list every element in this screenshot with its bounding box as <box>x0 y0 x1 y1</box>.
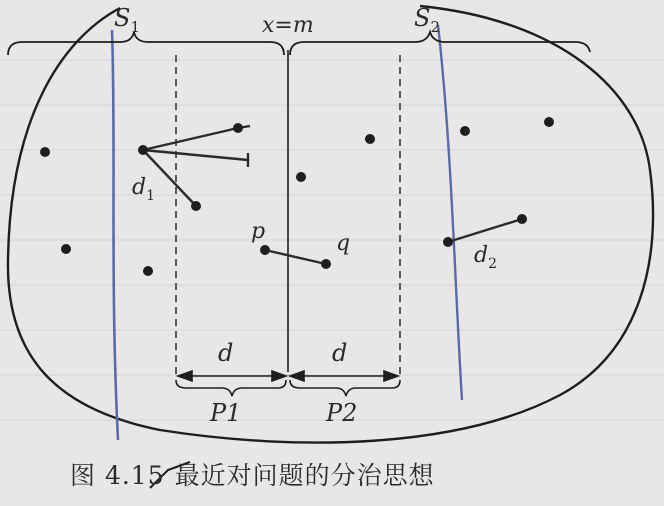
point <box>143 266 153 276</box>
point <box>61 244 71 254</box>
d2-label: $d_2$ <box>474 243 498 272</box>
point <box>296 172 306 182</box>
set-left-label: $S_1$ <box>114 4 140 36</box>
point <box>138 145 148 155</box>
strip-p1-label: P1 <box>210 399 242 427</box>
set-right-label: $S_2$ <box>414 4 440 36</box>
brace-p2 <box>290 380 400 396</box>
divider-label: x=m <box>262 13 314 38</box>
point-p-label: p <box>251 219 266 244</box>
figure-caption <box>70 456 445 492</box>
point <box>544 117 554 127</box>
point <box>517 214 527 224</box>
point-q <box>321 259 331 269</box>
brace-p1 <box>176 380 286 396</box>
caption-number: 图 4.15 <box>70 461 165 490</box>
blue-line-left <box>112 30 118 440</box>
brace-s1 <box>8 32 284 55</box>
hand-drawn-loop <box>8 6 653 443</box>
point-q-label: q <box>336 231 351 256</box>
d-right-label: d <box>332 339 348 367</box>
d-left-label: d <box>218 339 234 367</box>
point <box>40 147 50 157</box>
point <box>191 201 201 211</box>
point <box>443 237 453 247</box>
d1-label: $d_1$ <box>132 175 156 204</box>
distance-arrows <box>178 371 398 381</box>
blue-line-right <box>438 25 462 400</box>
point <box>233 123 243 133</box>
caption-text: 最近对问题的分治思想 <box>174 461 435 490</box>
point-p <box>260 245 270 255</box>
strip-p2-label: P2 <box>326 399 358 427</box>
point <box>365 134 375 144</box>
point <box>460 126 470 136</box>
